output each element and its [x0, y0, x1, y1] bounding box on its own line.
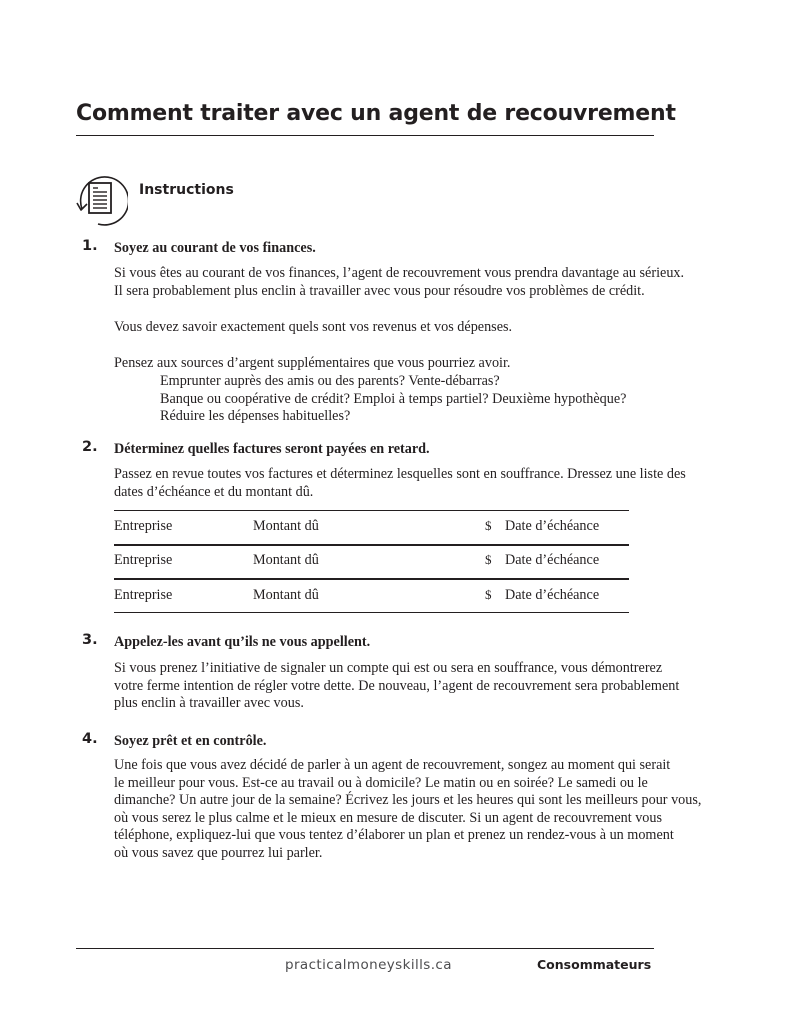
paragraph-line: votre ferme intention de régler votre dette. De nouveau, l’agent de recouvrement sera probablement	[114, 677, 680, 694]
options-list	[160, 373, 626, 426]
footer-website: practicalmoneyskills.ca	[285, 957, 452, 973]
table-rule	[114, 612, 629, 613]
paragraph-line: Si vous prenez l’initiative de signaler un compte qui est ou sera en souffrance, vous démontrerez	[114, 660, 663, 676]
step-number: 3.	[82, 632, 98, 648]
table-cell-currency: $	[485, 587, 492, 602]
table-cell-amount: Montant dû	[253, 518, 319, 534]
footer-section-label: Consommateurs	[537, 957, 652, 972]
paragraph-line: le meilleur pour vous. Est-ce au travail ou à domicile? Le matin ou en soirée? Le samedi ou le	[114, 774, 648, 791]
paragraph-line: Une fois que vous avez décidé de parler à un agent de recouvrement, songez au moment qui serait	[114, 757, 671, 773]
paragraph-line: Passez en revue toutes vos factures et déterminez lesquelles sont en souffrance. Dressez une liste des	[114, 466, 686, 482]
table-cell-currency: $	[485, 518, 492, 533]
title-divider	[76, 135, 654, 136]
step-number: 1.	[82, 238, 98, 254]
step-paragraph	[114, 355, 734, 373]
option-item: Emprunter auprès des amis ou des parents? Vente-débarras?	[160, 373, 500, 389]
table-cell-due-date: Date d’échéance	[505, 518, 600, 534]
step-heading: Soyez prêt et en contrôle.	[114, 733, 267, 749]
table-cell-due-date: Date d’échéance	[505, 587, 600, 603]
document-refresh-icon	[72, 173, 128, 229]
footer-divider	[76, 948, 654, 949]
paragraph-line: Si vous êtes au courant de vos finances, l’agent de recouvrement vous prendra davantage au sérieux.	[114, 265, 685, 281]
step-heading: Déterminez quelles factures seront payées en retard.	[114, 441, 430, 457]
option-item: Banque ou coopérative de crédit? Emploi à temps partiel? Deuxième hypothèque?	[160, 390, 627, 407]
step-paragraph	[114, 660, 734, 713]
table-cell-due-date: Date d’échéance	[505, 552, 600, 568]
step-paragraph	[114, 265, 734, 300]
step-paragraph	[114, 757, 734, 862]
step-paragraph	[114, 466, 734, 501]
table-cell-currency: $	[485, 552, 492, 567]
step-number: 4.	[82, 731, 98, 747]
paragraph-line: Il sera probablement plus enclin à travailler avec vous pour résoudre vos problèmes de crédit.	[114, 282, 645, 299]
step-paragraph	[114, 319, 734, 337]
table-rule	[114, 544, 629, 546]
step-heading: Appelez-les avant qu’ils ne vous appellent.	[114, 634, 371, 650]
table-cell-amount: Montant dû	[253, 587, 319, 603]
paragraph-line: Vous devez savoir exactement quels sont vos revenus et vos dépenses.	[114, 319, 513, 335]
step-number: 2.	[82, 439, 98, 455]
page-title: Comment traiter avec un agent de recouvrement	[76, 101, 676, 126]
paragraph-line: dates d’échéance et du montant dû.	[114, 483, 314, 500]
paragraph-line: où vous serez le plus calme et le mieux en mesure de discuter. Si un agent de recouvrement vous	[114, 809, 663, 826]
table-cell-amount: Montant dû	[253, 552, 319, 568]
instructions-label: Instructions	[139, 182, 234, 198]
paragraph-line: plus enclin à travailler avec vous.	[114, 695, 304, 711]
table-cell-company: Entreprise	[114, 552, 173, 568]
paragraph-line: dimanche? Un autre jour de la semaine? Écrivez les jours et les heures qui sont les meilleurs pour vous,	[114, 792, 702, 808]
option-item: Réduire les dépenses habituelles?	[160, 408, 351, 425]
table-cell-company: Entreprise	[114, 587, 173, 603]
paragraph-line: Pensez aux sources d’argent supplémentaires que vous pourriez avoir.	[114, 355, 511, 371]
table-rule	[114, 510, 629, 511]
table-cell-company: Entreprise	[114, 518, 173, 534]
paragraph-line: téléphone, expliquez-lui que vous tentez d’élaborer un plan et prenez un rendez-vous à un moment	[114, 827, 674, 843]
paragraph-line: où vous savez que pourrez lui parler.	[114, 844, 323, 861]
table-rule	[114, 578, 629, 580]
step-heading: Soyez au courant de vos finances.	[114, 240, 316, 256]
